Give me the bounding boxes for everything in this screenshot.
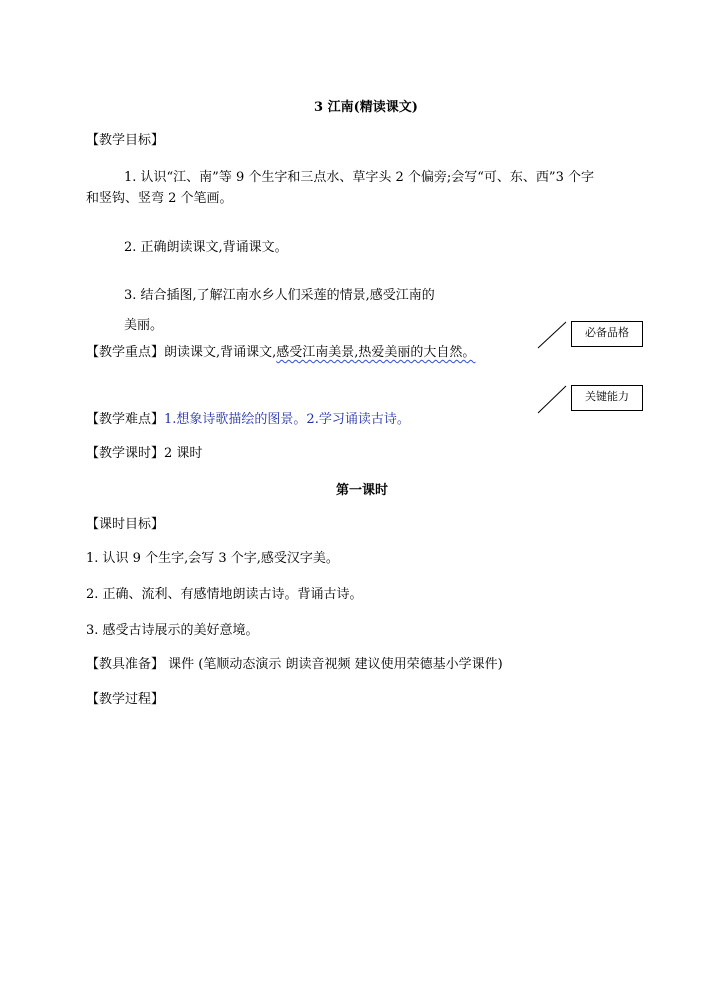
key-points-emphasis: 感受江南美景,热爱美丽的大自然。	[276, 345, 476, 360]
callout-essential-quality: 必备品格	[571, 321, 643, 347]
hours	[86, 446, 202, 462]
objective-2: 2. 正确朗读课文,背诵课文。	[124, 240, 288, 255]
objective-1-line-2: 和竖钩、竖弯 2 个笔画。	[86, 191, 233, 206]
teaching-process-heading: 【教学过程】	[86, 692, 165, 707]
callout-key-ability: 关键能力	[571, 385, 643, 411]
lesson-objective-1: 1. 认识 9 个生字,会写 3 个字,感受汉字美。	[86, 551, 339, 566]
objective-3-line-2: 美丽。	[124, 318, 164, 333]
difficulty-text: 1.想象诗歌描绘的图景。2.学习诵读古诗。	[164, 412, 410, 427]
document-title: 3 江南(精读课文)	[314, 100, 418, 115]
hours-label: 【教学课时】	[86, 446, 165, 461]
objective-1-line-1: 1. 认识“江、南”等 9 个生字和三点水、草字头 2 个偏旁;会写“可、东、西”3 个字	[124, 170, 594, 185]
key-points-text: 朗读课文,背诵课文,	[164, 345, 277, 360]
difficulty	[86, 412, 410, 428]
objectives-heading: 【教学目标】	[86, 133, 165, 148]
teaching-tools	[86, 657, 503, 673]
lesson-objective-3: 3. 感受古诗展示的美好意境。	[86, 623, 259, 638]
objective-3-line-1: 3. 结合插图,了解江南水乡人们采莲的情景,感受江南的	[124, 288, 435, 303]
difficulty-label: 【教学难点】	[86, 412, 165, 427]
teaching-tools-text: 课件 (笔顺动态演示 朗读音视频 建议使用荣德基小学课件)	[164, 657, 503, 672]
lesson-objectives-heading: 【课时目标】	[86, 517, 165, 532]
hours-text: 2 课时	[164, 446, 203, 461]
lesson-1-heading: 第一课时	[336, 483, 389, 498]
lesson-objective-2: 2. 正确、流利、有感情地朗读古诗。背诵古诗。	[86, 587, 363, 602]
teaching-tools-label: 【教具准备】	[86, 657, 165, 672]
key-points-label: 【教学重点】	[86, 345, 165, 360]
key-points	[86, 345, 475, 361]
